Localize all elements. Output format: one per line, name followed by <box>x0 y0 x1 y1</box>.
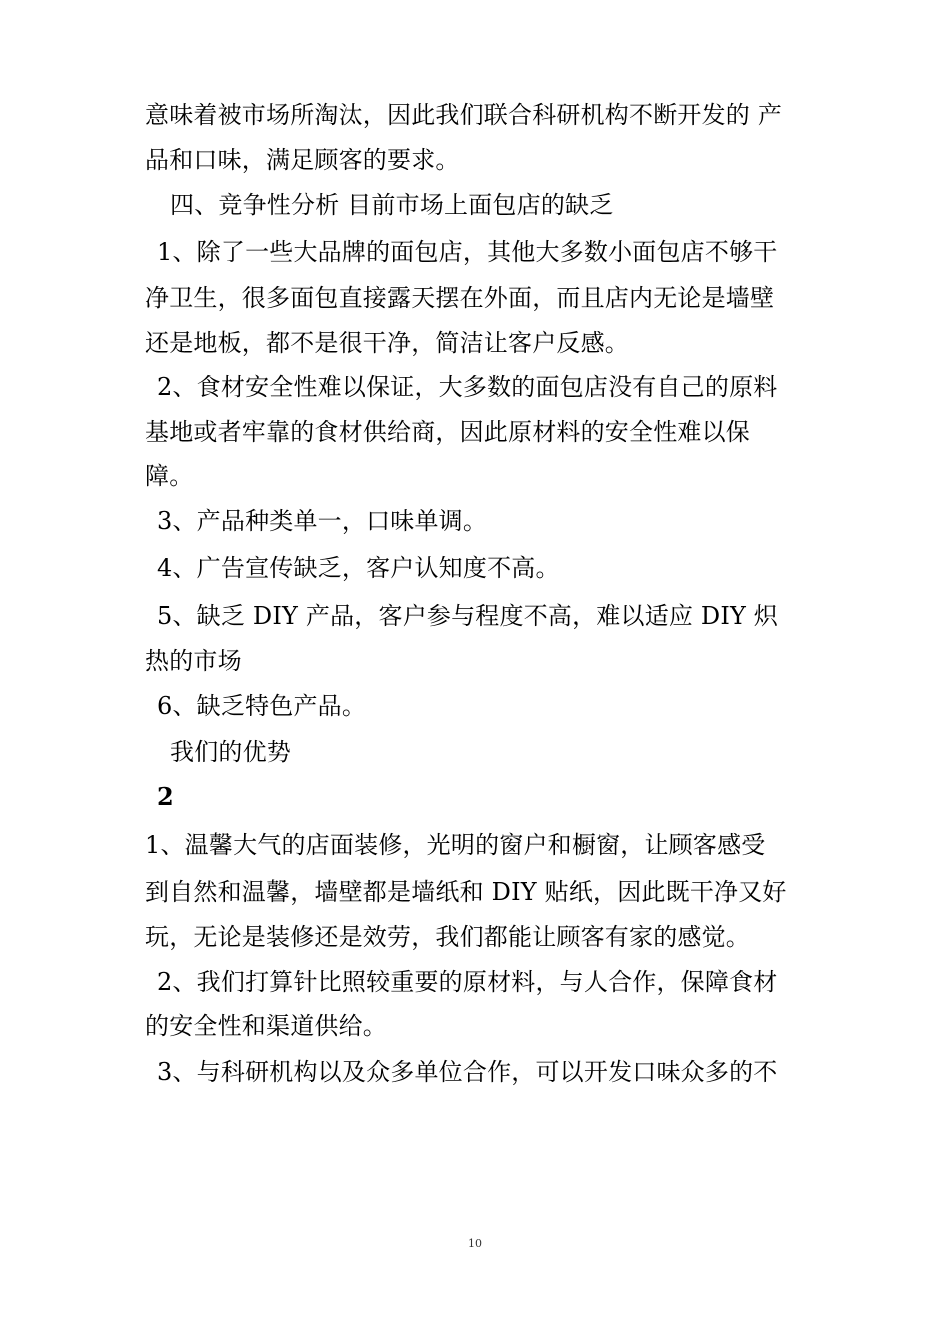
text-line: 热的市场 <box>145 647 242 675</box>
text-line: 1、温馨大气的店面装修，光明的窗户和橱窗，让顾客感受 <box>145 831 766 859</box>
text-line: 意味着被市场所淘汰，因此我们联合科研机构不断开发的 产 <box>145 101 783 129</box>
text-line: 1、除了一些大品牌的面包店，其他大多数小面包店不够干 <box>157 238 778 266</box>
text-line: 品和口味，满足顾客的要求。 <box>145 146 460 174</box>
text-line: 6、缺乏特色产品。 <box>157 692 367 720</box>
text-line: 到自然和温馨，墙壁都是墙纸和 DIY 贴纸，因此既干净又好 <box>145 878 787 906</box>
text-line: 基地或者牢靠的食材供给商，因此原材料的安全性难以保 <box>145 418 750 446</box>
text-line: 2 <box>157 782 174 811</box>
text-line: 还是地板，都不是很干净，简洁让客户反感。 <box>145 329 629 357</box>
section-heading: 我们的优势 <box>170 738 291 766</box>
text-line: 4、广告宣传缺乏，客户认知度不高。 <box>157 554 560 582</box>
text-line: 的安全性和渠道供给。 <box>145 1012 387 1040</box>
text-line: 2、食材安全性难以保证，大多数的面包店没有自己的原料 <box>157 373 778 401</box>
text-line: 玩，无论是装修还是效劳，我们都能让顾客有家的感觉。 <box>145 923 750 951</box>
text-line: 3、与科研机构以及众多单位合作，可以开发口味众多的不 <box>157 1058 778 1086</box>
text-line: 5、缺乏 DIY 产品，客户参与程度不高，难以适应 DIY 炽 <box>157 602 779 630</box>
page-number: 10 <box>468 1237 482 1250</box>
text-line: 3、产品种类单一，口味单调。 <box>157 507 488 535</box>
section-heading: 四、竞争性分析 目前市场上面包店的缺乏 <box>170 191 614 219</box>
text-line: 净卫生，很多面包直接露天摆在外面，而且店内无论是墙壁 <box>145 284 775 312</box>
text-line: 2、我们打算针比照较重要的原材料，与人合作，保障食材 <box>157 968 778 996</box>
text-line: 障。 <box>145 462 194 490</box>
